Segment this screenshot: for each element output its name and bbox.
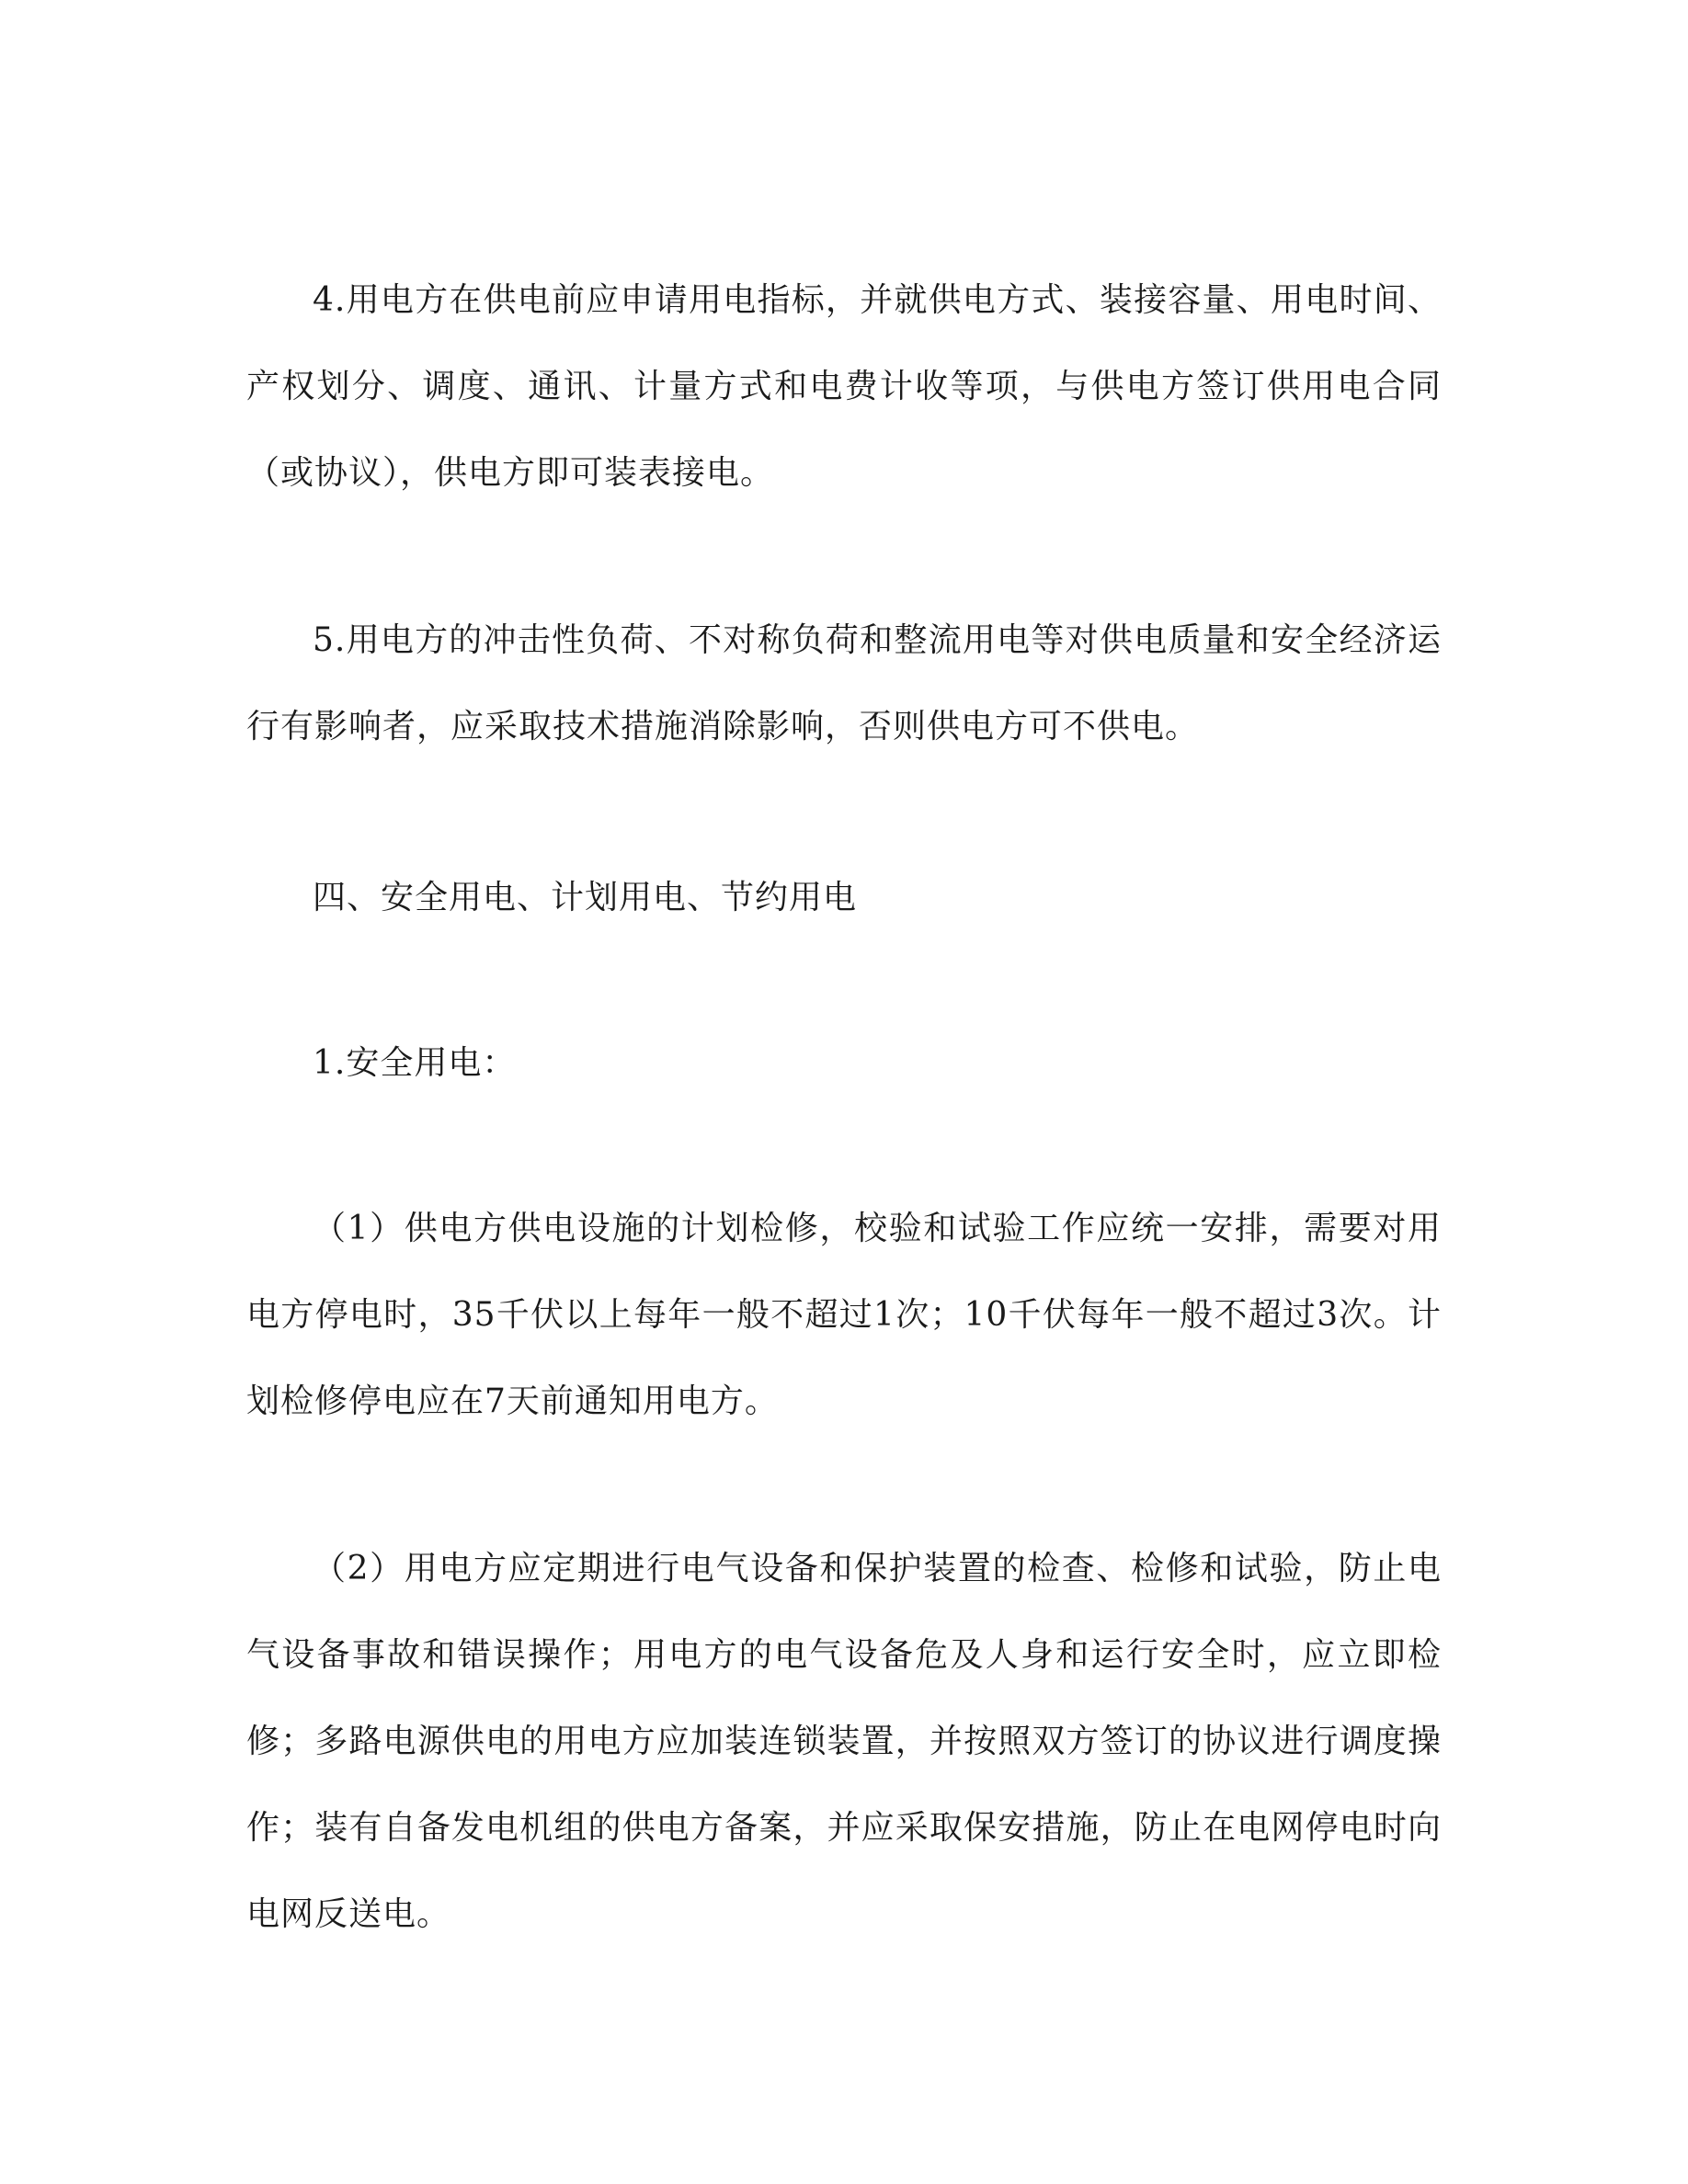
paragraph-planned-maintenance: （1）供电方供电设施的计划检修，校验和试验工作应统一安排，需要对用电方停电时，35千伏以上每年一般不超过1次；10千伏每年一般不超过3次。计划检修停电应在7天前通知用电方。 [246, 1210, 1442, 1420]
paragraph-equipment-inspection: （2）用电方应定期进行电气设备和保护装置的检查、检修和试验，防止电气设备事故和错误操作；用电方的电气设备危及人身和运行安全时，应立即检修；多路电源供电的用电方应加装连锁装置，并按照双方签订的协议进行调度操作；装有自备发电机组的供电方备案，并应采取保安措施，防止在电网停电时向电网反送电。 [246, 1550, 1442, 1933]
section-heading-safe-planned-saving: 四、安全用电、计划用电、节约用电 [313, 879, 858, 916]
paragraph-power-indicator-application: 4.用电方在供电前应申请用电指标，并就供电方式、装接容量、用电时间、产权划分、调度、通讯、计量方式和电费计收等项，与供电方签订供用电合同（或协议），供电方即可装表接电。 [246, 281, 1442, 492]
paragraph-impact-load-measures: 5.用电方的冲击性负荷、不对称负荷和整流用电等对供电质量和安全经济运行有影响者，应采取技术措施消除影响，否则供电方可不供电。 [246, 621, 1442, 745]
subheading-safe-electricity: 1.安全用电： [313, 1044, 517, 1082]
